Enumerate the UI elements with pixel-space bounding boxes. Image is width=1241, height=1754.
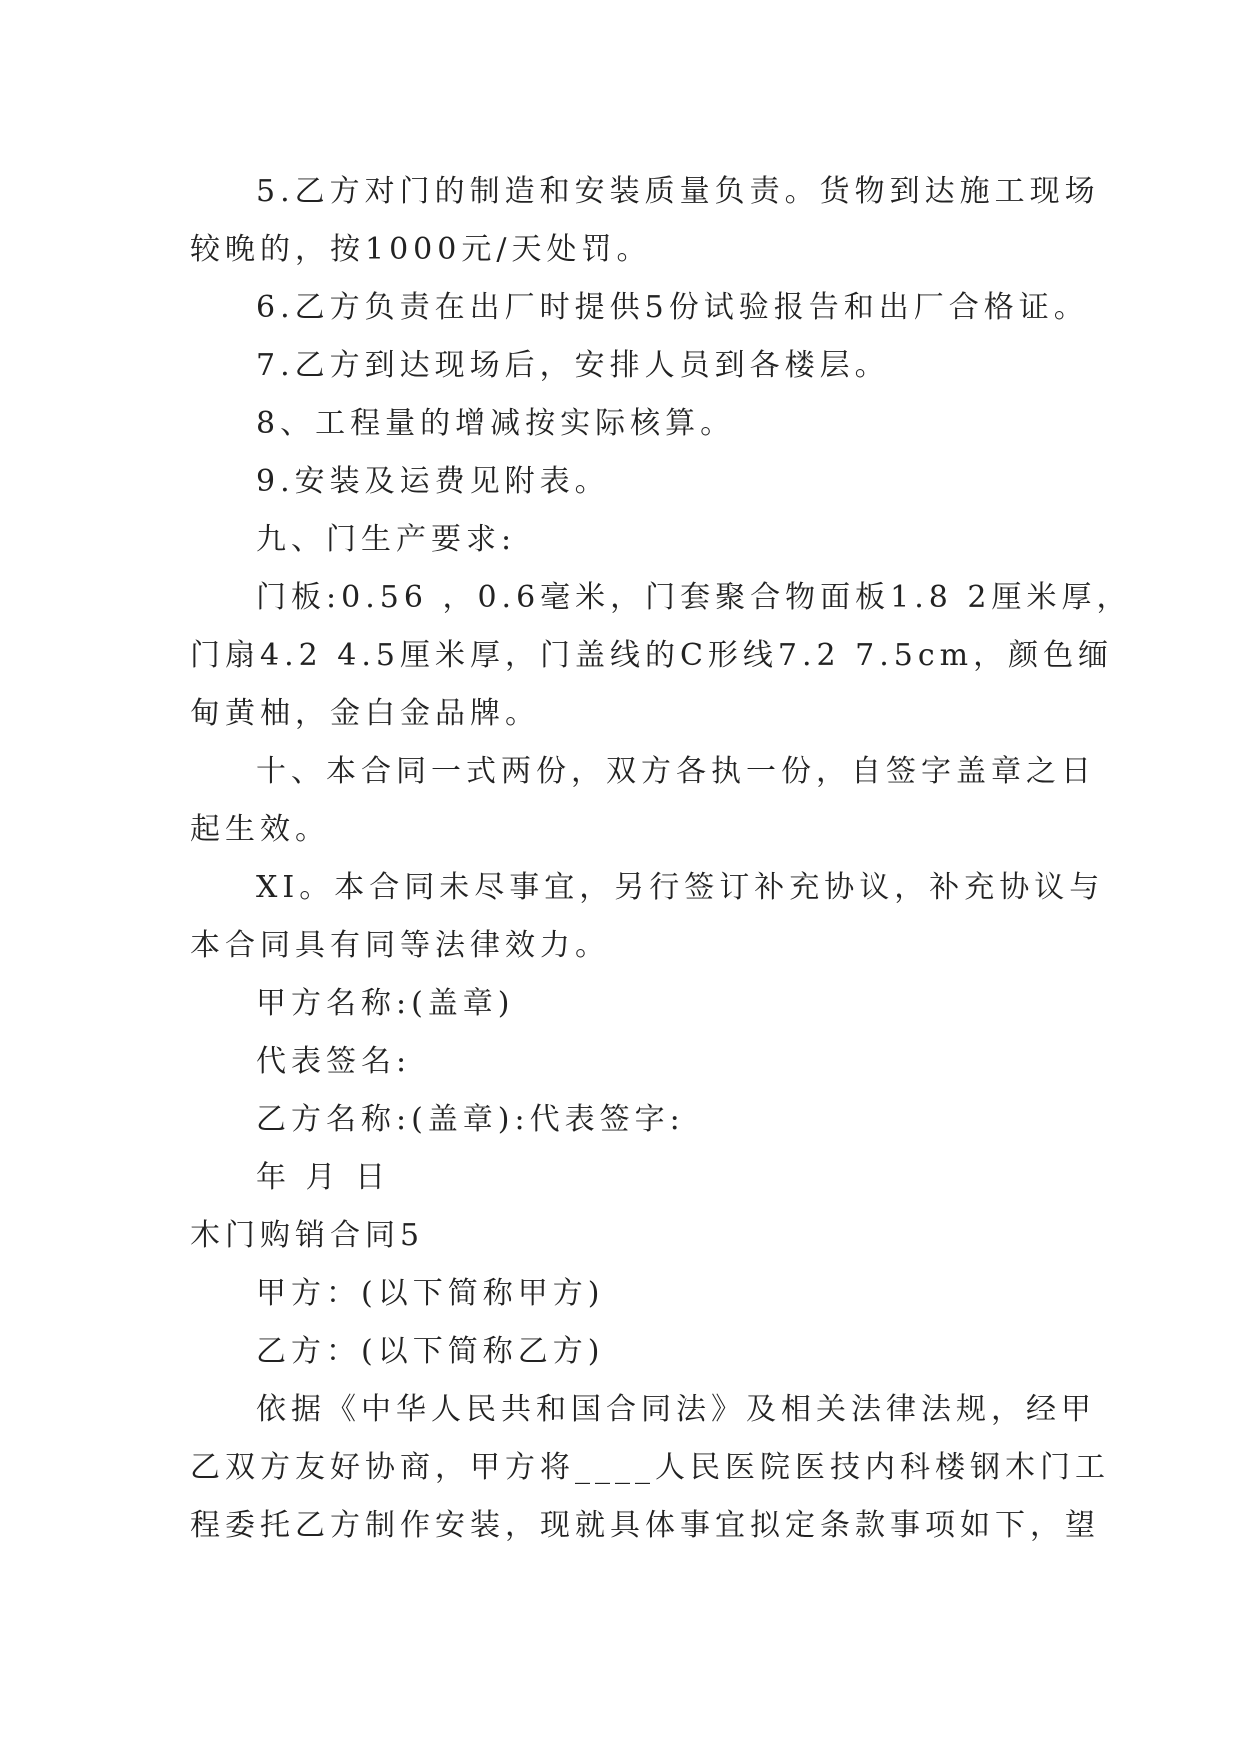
date-field: 年 月 日: [256, 1160, 391, 1195]
document-body: [190, 163, 1132, 1555]
door-spec-line-2: 门扇4.2 4.5厘米厚，门盖线的C形线7.2 7.5cm，颜色缅: [190, 638, 1114, 673]
preamble-line-1: 依据《中华人民共和国合同法》及相关法律法规，经甲: [256, 1392, 1096, 1427]
clause-7: 7.乙方到达现场后，安排人员到各楼层。: [256, 348, 890, 383]
clause-9: 9.安装及运费见附表。: [256, 464, 610, 499]
party-b-line: 乙方：(以下简称乙方): [256, 1334, 605, 1369]
clause-5-line-1: 5.乙方对门的制造和安装质量负责。货物到达施工现场: [256, 174, 1100, 209]
door-spec-line-1: 门板:0.56 ，0.6毫米，门套聚合物面板1.8 2厘米厚，: [256, 580, 1132, 615]
clause-8: 8、工程量的增减按实际核算。: [256, 406, 736, 441]
party-b-name-field: 乙方名称:(盖章):代表签字:: [256, 1102, 685, 1137]
section-11-line-1: XI。本合同未尽事宜，另行签订补充协议，补充协议与: [256, 870, 1105, 905]
party-a-line: 甲方：(以下简称甲方): [256, 1276, 605, 1311]
contract-title: 木门购销合同5: [190, 1218, 425, 1253]
section-11-line-2: 本合同具有同等法律效力。: [190, 928, 610, 963]
door-spec-line-3: 甸黄柚，金白金品牌。: [190, 696, 540, 731]
section-10-line-2: 起生效。: [190, 812, 330, 847]
clause-5-line-2: 较晚的，按1000元/天处罚。: [190, 232, 652, 267]
section-9-heading: 九、门生产要求:: [256, 522, 517, 557]
representative-signature-field: 代表签名:: [256, 1044, 412, 1079]
preamble-line-2: 乙双方友好协商，甲方将____人民医院医技内科楼钢木门工: [190, 1450, 1110, 1485]
preamble-line-3: 程委托乙方制作安装，现就具体事宜拟定条款事项如下，望: [190, 1508, 1100, 1543]
party-a-name-field: 甲方名称:(盖章): [256, 986, 515, 1021]
clause-6: 6.乙方负责在出厂时提供5份试验报告和出厂合格证。: [256, 290, 1089, 325]
section-10-line-1: 十、本合同一式两份，双方各执一份，自签字盖章之日: [256, 754, 1096, 789]
